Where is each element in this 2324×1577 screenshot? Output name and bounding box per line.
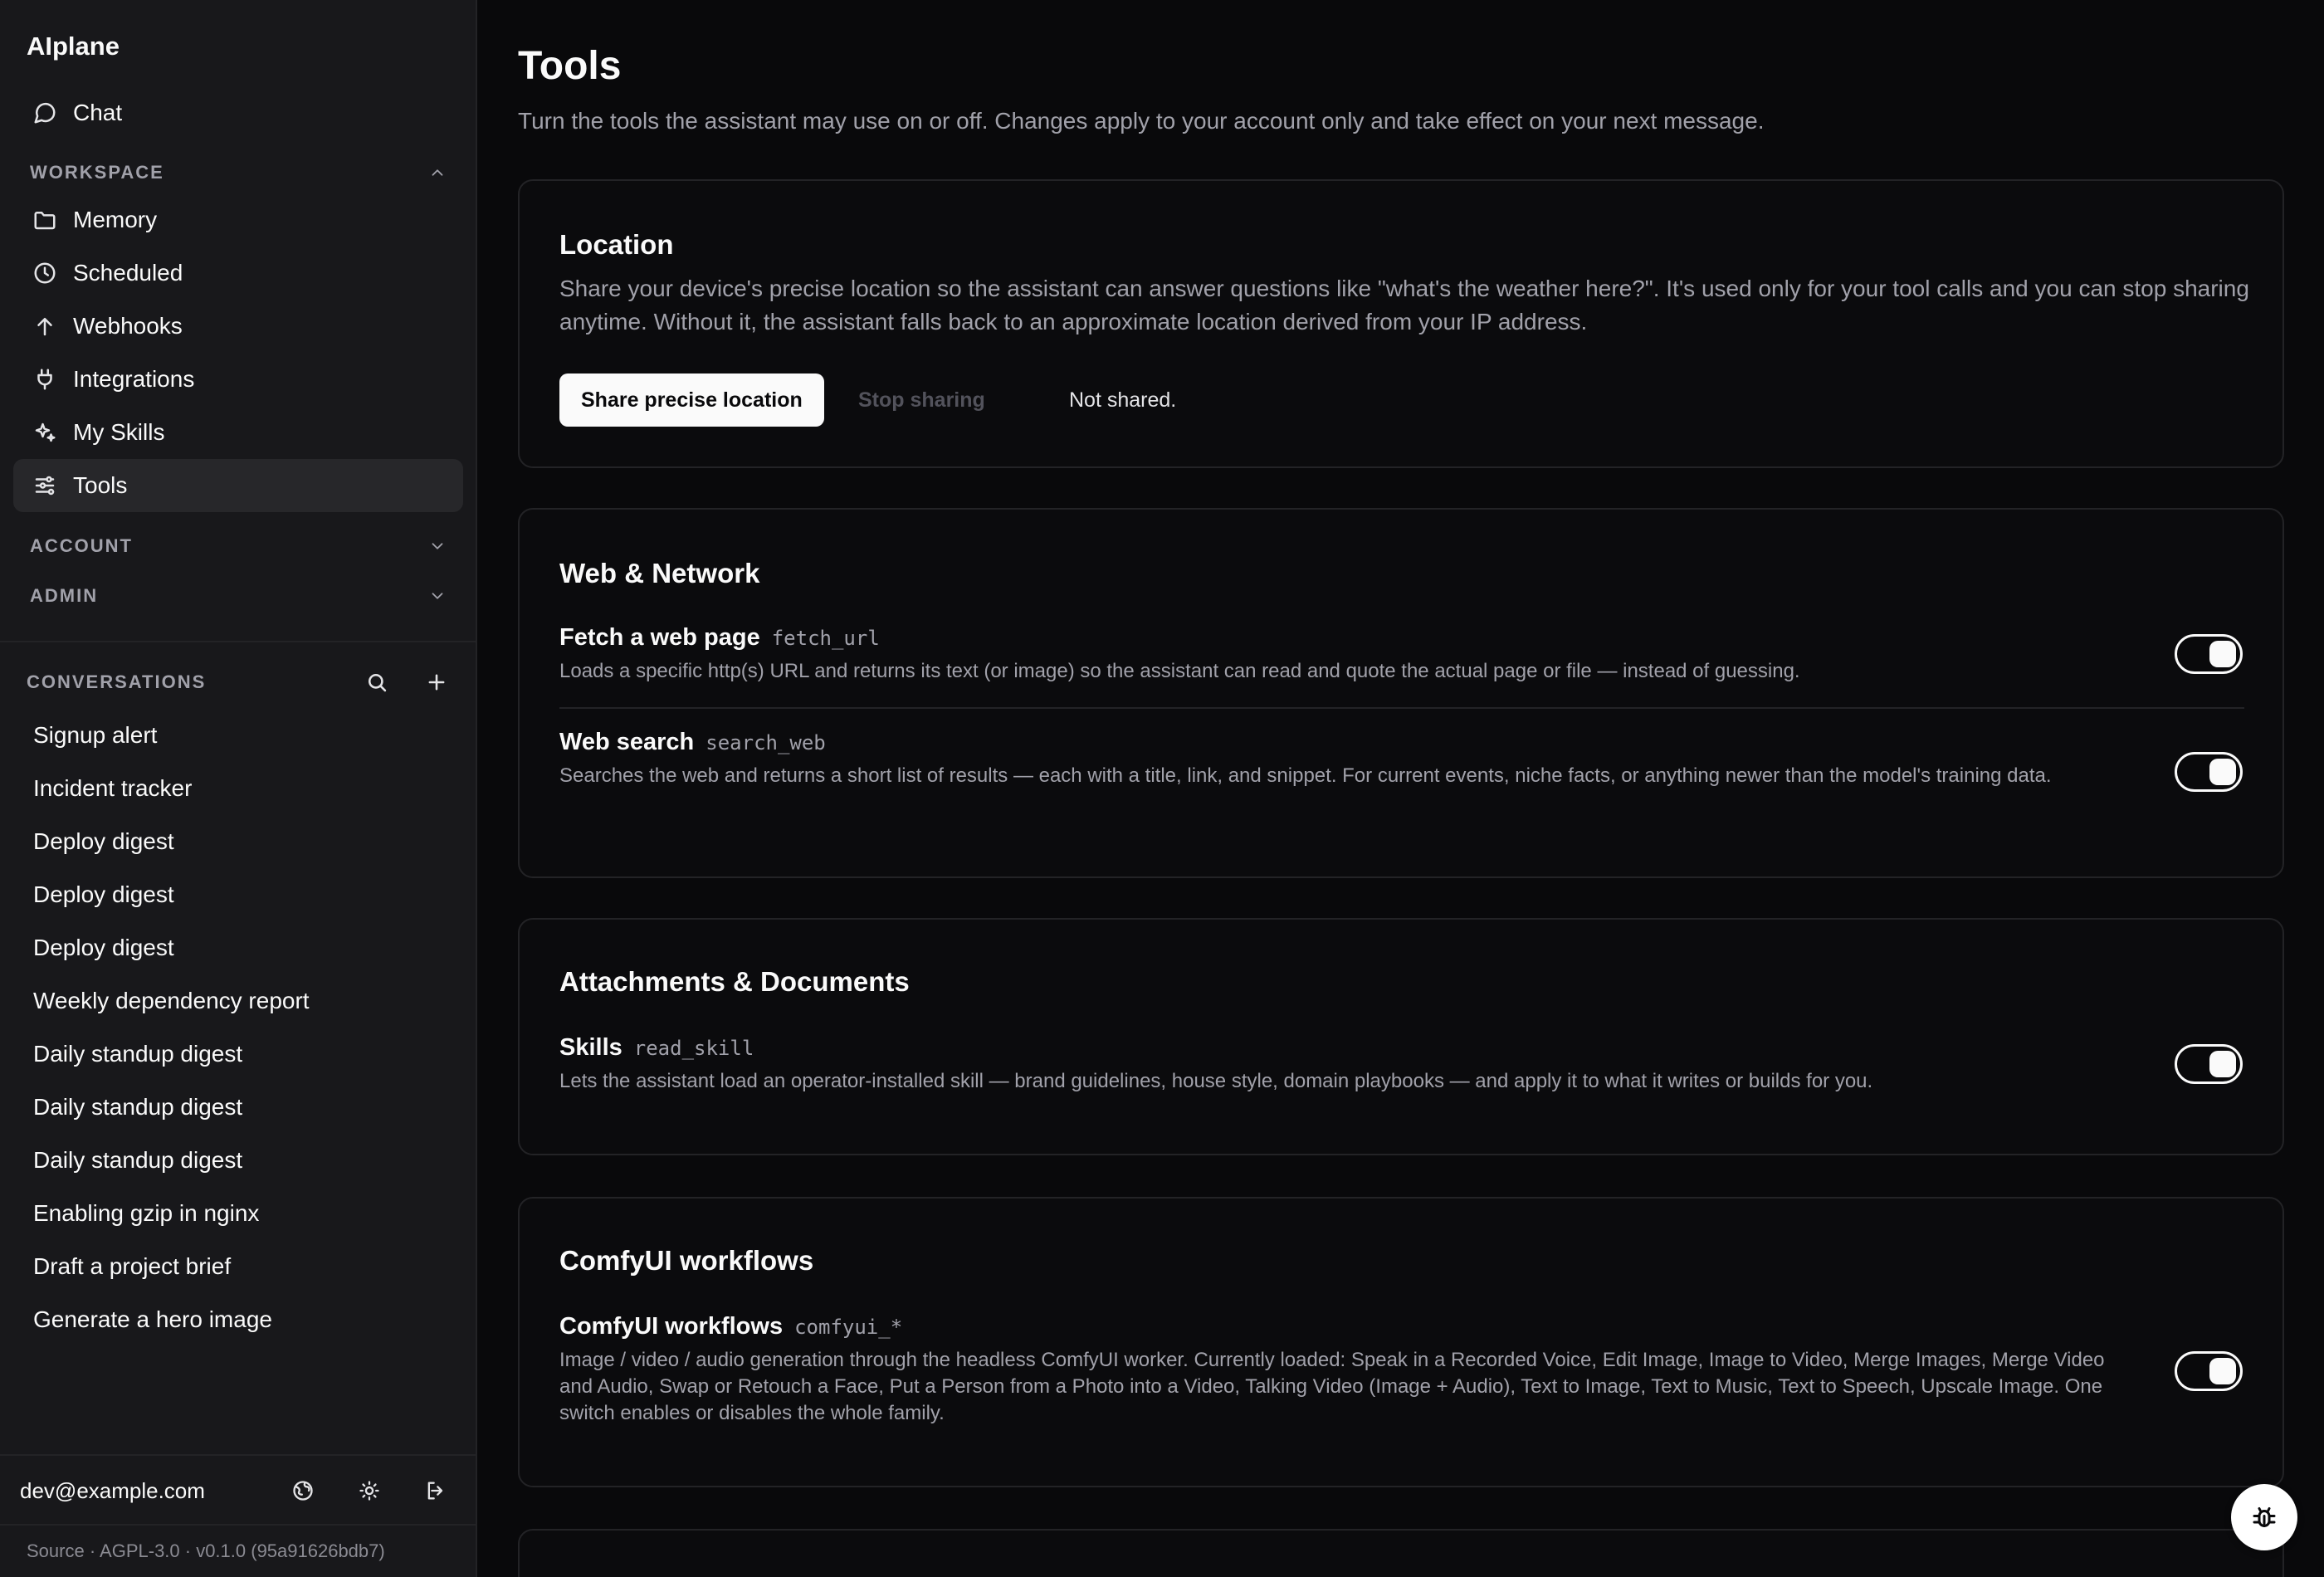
nav-item-label: Webhooks [73,313,183,339]
version-footer[interactable]: Source · AGPL-3.0 · v0.1.0 (95a91626bdb7) [27,1540,385,1561]
tool-name: ComfyUI workflows [559,1313,784,1340]
section-title: Attachments & Documents [559,966,910,997]
bug-icon [2249,1502,2279,1532]
nav-item-tools[interactable] [13,459,463,512]
tool-id: fetch_url [771,627,880,650]
toggle-knob [2209,641,2236,667]
conversation-item[interactable]: Deploy digest [33,881,174,907]
tool-id: read_skill [633,1037,754,1060]
brand-logo[interactable]: AIplane [27,32,120,61]
language-button[interactable] [287,1475,319,1506]
conversation-item[interactable]: Daily standup digest [33,1094,243,1120]
nav-item-my-skills[interactable] [13,406,463,459]
section-title: Web & Network [559,558,760,588]
tool-name: Skills [559,1034,622,1061]
location-card [518,179,2284,468]
section-title: ComfyUI workflows [559,1245,814,1276]
conversation-item[interactable]: Draft a project brief [33,1253,232,1279]
arrow-up-icon [30,311,60,341]
attachments-card [518,918,2284,1155]
stop-sharing-button[interactable]: Stop sharing [858,388,985,412]
tool-name: Fetch a web page [559,624,760,651]
tool-description: Searches the web and returns a short list of results — each with a title, link, and snippet. For current events, niche facts, or anything newer than the model's training data. [559,764,2052,787]
logout-button[interactable] [420,1475,452,1506]
tool-name: Web search [559,729,695,755]
next-card [518,1529,2284,1577]
globe-icon [291,1479,315,1502]
section-admin-label: ADMIN [30,585,99,606]
sparkles-icon [30,417,60,447]
nav-item-label: Tools [73,472,128,498]
chevron-down-icon [428,587,447,605]
nav-item-label: Chat [73,100,123,125]
conversation-item[interactable]: Deploy digest [33,935,174,960]
nav-item-memory[interactable] [13,193,463,247]
conversation-list [17,709,461,1346]
location-status: Not shared. [1069,388,1177,412]
tool-id: search_web [706,731,826,754]
page-subtitle: Turn the tools the assistant may use on or off. Changes apply to your account only and take effect on your next message. [518,108,1765,134]
search-web-toggle[interactable] [2175,752,2243,792]
sidebar-divider [0,1454,477,1456]
tool-row-search-web [559,729,2244,789]
comfyui-toggle[interactable] [2175,1351,2243,1391]
chevron-down-icon [428,537,447,555]
comfyui-card [518,1197,2284,1487]
tool-row-comfyui [559,1313,2244,1427]
conversation-item[interactable]: Weekly dependency report [33,988,310,1013]
tool-id: comfyui_* [794,1316,903,1339]
nav-item-label: Scheduled [73,260,183,286]
sidebar-divider [0,1524,477,1526]
theme-toggle-button[interactable] [354,1475,385,1506]
read-skill-toggle[interactable] [2175,1044,2243,1084]
new-conversation-button[interactable] [423,669,450,696]
conversation-item[interactable]: Daily standup digest [33,1147,243,1173]
nav-item-label: Integrations [73,366,195,392]
tool-row-read-skill [559,1034,2244,1095]
conversation-item[interactable]: Deploy digest [33,828,174,854]
tool-row-fetch-url [559,624,2244,685]
toggle-knob [2209,1358,2236,1384]
location-title: Location [559,229,674,260]
logout-icon [424,1479,447,1502]
nav-item-chat[interactable] [13,86,463,139]
search-conversations-button[interactable] [364,669,390,696]
toggle-knob [2209,1051,2236,1077]
section-workspace-label: WORKSPACE [30,162,164,183]
web-network-card [518,508,2284,878]
nav-item-label: My Skills [73,419,165,445]
tool-description: Lets the assistant load an operator-installed skill — brand guidelines, house style, domain playbooks — and apply it to what it writes or builds for you. [559,1070,1873,1092]
section-account-label: ACCOUNT [30,535,133,556]
conversation-item[interactable]: Signup alert [33,722,158,748]
section-account-toggle[interactable] [30,530,447,563]
clock-icon [30,258,60,288]
conversation-item[interactable]: Enabling gzip in nginx [33,1200,260,1226]
user-email: dev@example.com [20,1477,205,1503]
plug-icon [30,364,60,394]
search-icon [365,671,388,694]
user-row [20,1466,452,1516]
chat-bubble-icon [30,98,60,128]
folder-icon [30,205,60,235]
conversation-item[interactable]: Daily standup digest [33,1041,243,1067]
sun-icon [358,1479,381,1502]
report-bug-button[interactable] [2231,1484,2297,1550]
chevron-up-icon [428,164,447,182]
conversations-header [27,664,450,701]
nav-item-scheduled[interactable] [13,247,463,300]
section-admin-toggle[interactable] [30,579,447,613]
tool-description: Loads a specific http(s) URL and returns its text (or image) so the assistant can read and quote the actual page or file — instead of guessing. [559,660,1800,682]
nav-item-webhooks[interactable] [13,300,463,353]
sidebar [0,0,477,1577]
nav-item-label: Memory [73,207,158,232]
section-workspace-toggle[interactable] [30,156,447,189]
nav-item-integrations[interactable] [13,353,463,406]
conversation-item[interactable]: Generate a hero image [33,1306,272,1332]
conversations-label: CONVERSATIONS [27,671,207,692]
tool-description: Image / video / audio generation through the headless ComfyUI worker. Currently loaded: Speak in a Recorded Voice, Edit Image, Image to Video, Merge Images, Merge Video and Audio, Swap or Retouch a Face, Put a Person from a Photo into a Video, Talking Video (Image + Audio), Text to Image, Text to Music, Text to Speech, Upscale Image. One switch enables or disables the whole family. [559,1349,2105,1424]
plus-icon [425,671,448,694]
sidebar-divider [0,641,477,642]
main-content [478,0,2324,1577]
row-divider [559,707,2244,709]
toggle-knob [2209,759,2236,785]
share-location-button[interactable]: Share precise location [559,374,824,427]
page-title: Tools [518,44,622,88]
fetch-url-toggle[interactable] [2175,634,2243,674]
conversation-item[interactable]: Incident tracker [33,775,193,801]
sliders-icon [30,471,60,500]
location-description: Share your device's precise location so the assistant can answer questions like "what's the weather here?". It's used only for your tool calls and you can stop sharing anytime. Without it, the assistant falls back to an approximate location derived from your IP address. [559,276,2249,334]
